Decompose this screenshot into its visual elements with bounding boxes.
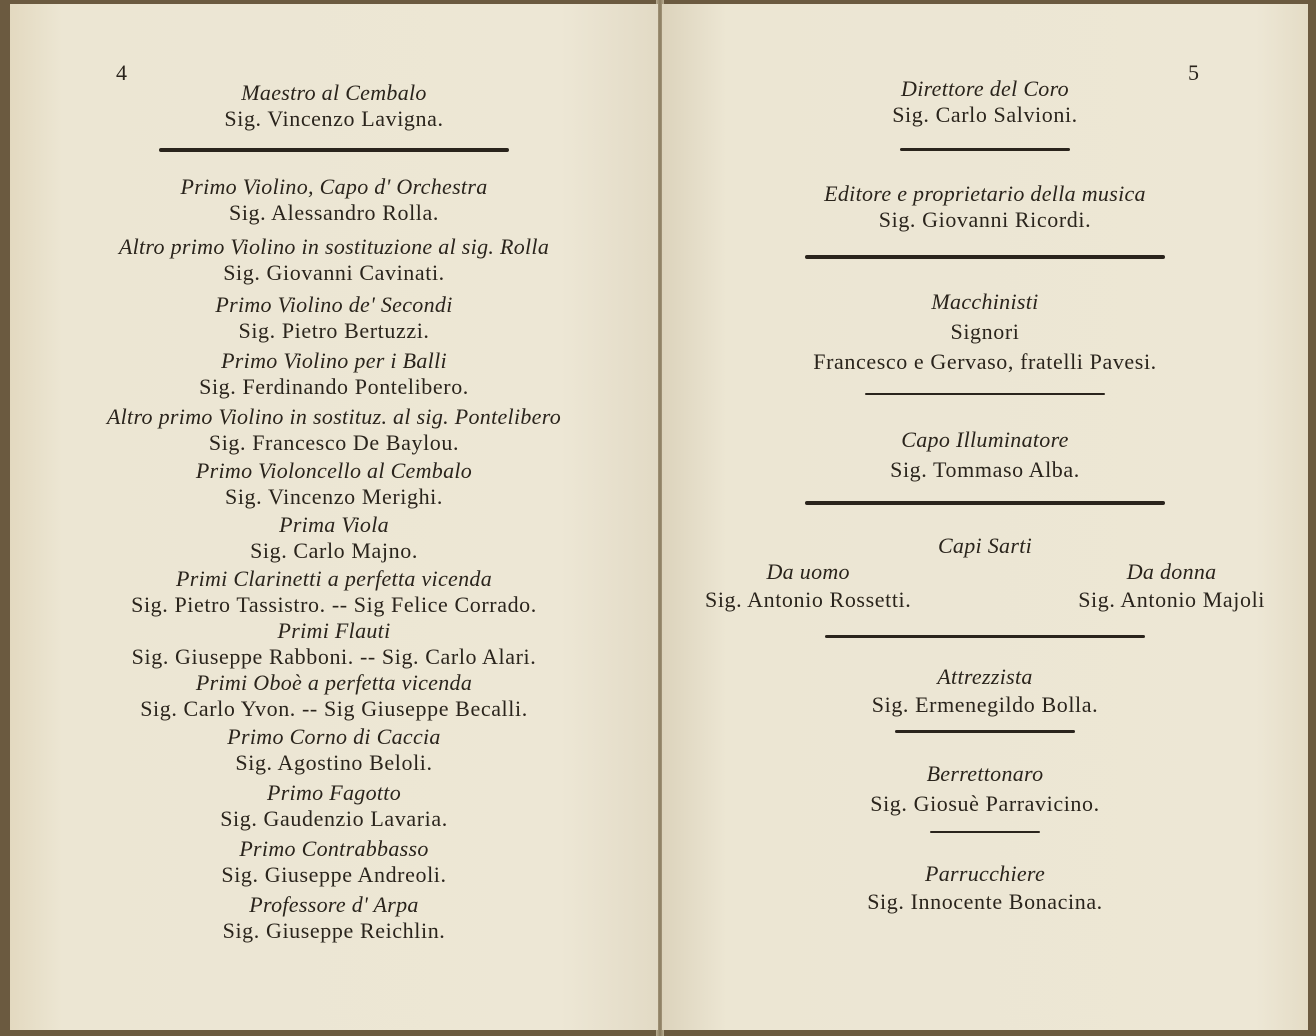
role-label: Altro primo Violino in sostituz. al sig. Pontelibero [106, 404, 562, 429]
person-name: Signori [950, 319, 1020, 344]
person-name: Sig. Carlo Salvioni. [892, 102, 1078, 127]
page-number-left: 4 [116, 60, 127, 85]
entry-illuminatore [662, 427, 1308, 483]
entry-violino-secondi [10, 292, 658, 344]
person-name: Sig. Innocente Bonacina. [867, 889, 1103, 914]
person-name: Sig. Giuseppe Rabboni. -- Sig. Carlo Alari. [131, 644, 537, 669]
entry-berrettonaro [662, 761, 1308, 817]
person-name: Sig. Tommaso Alba. [890, 457, 1080, 482]
entry-macchinisti [662, 289, 1308, 375]
entry-capi-sarti [662, 533, 1308, 613]
entry-contrabbasso [10, 836, 658, 888]
person-name: Francesco e Gervaso, fratelli Pavesi. [813, 349, 1157, 374]
sarti-columns [705, 559, 1265, 613]
role-label: Primi Clarinetti a perfetta vicenda [175, 566, 492, 591]
entry-violoncello [10, 458, 658, 510]
entry-altro-primo-violino [10, 234, 658, 286]
left-page-content [10, 80, 658, 944]
person-name: Sig. Giuseppe Reichlin. [222, 918, 446, 943]
role-label: Parrucchiere [924, 861, 1046, 886]
person-name: Sig. Vincenzo Lavigna. [224, 106, 444, 131]
role-label: Primo Corno di Caccia [227, 724, 441, 749]
person-name: Sig. Giovanni Ricordi. [878, 207, 1092, 232]
person-name: Sig. Carlo Majno. [250, 538, 418, 563]
page-number-right: 5 [1188, 60, 1199, 85]
person-name: Sig. Antonio Rossetti. [705, 587, 912, 612]
entry-direttore-coro [662, 76, 1308, 128]
role-label: Da donna [1126, 559, 1217, 584]
sarti-uomo [705, 559, 911, 613]
role-label: Macchinisti [931, 289, 1039, 314]
entry-maestro-cembalo [10, 80, 658, 132]
entry-primo-violino [10, 174, 658, 226]
role-label: Direttore del Coro [901, 76, 1069, 101]
role-label: Berrettonaro [926, 761, 1044, 786]
role-label: Capo Illuminatore [901, 427, 1069, 452]
person-name: Sig. Giuseppe Andreoli. [221, 862, 447, 887]
entry-altro-violino-pontelibero [10, 404, 658, 456]
role-label: Altro primo Violino in sostituzione al sig. Rolla [118, 234, 550, 259]
entry-viola [10, 512, 658, 564]
entry-corno [10, 724, 658, 776]
role-label: Da uomo [766, 559, 850, 584]
role-label: Primo Violino, Capo d' Orchestra [180, 174, 488, 199]
role-label: Primo Violino de' Secondi [215, 292, 453, 317]
role-label: Editore e proprietario della musica [824, 181, 1146, 206]
left-page [10, 4, 658, 1030]
person-name: Sig. Gaudenzio Lavaria. [220, 806, 448, 831]
entry-parrucchiere [662, 861, 1308, 915]
person-name: Sig. Pietro Tassistro. -- Sig Felice Corrado. [131, 592, 537, 617]
person-name: Sig. Giosuè Parravicino. [870, 791, 1100, 816]
person-name: Sig. Pietro Bertuzzi. [238, 318, 430, 343]
right-page-content [662, 76, 1308, 915]
sarti-donna [1078, 559, 1265, 613]
role-label: Prima Viola [279, 512, 389, 537]
role-label: Capi Sarti [937, 533, 1033, 558]
person-name: Sig. Carlo Yvon. -- Sig Giuseppe Becalli. [140, 696, 528, 721]
person-name: Sig. Vincenzo Merighi. [225, 484, 443, 509]
entry-flauti [10, 618, 658, 670]
person-name: Sig. Giovanni Cavinati. [223, 260, 445, 285]
person-name: Sig. Ermenegildo Bolla. [871, 692, 1099, 717]
person-name: Sig. Francesco De Baylou. [208, 430, 460, 455]
entry-attrezzista [662, 664, 1308, 718]
person-name: Sig. Antonio Majoli [1078, 587, 1265, 612]
entry-fagotto [10, 780, 658, 832]
person-name: Sig. Alessandro Rolla. [229, 200, 439, 225]
entry-arpa [10, 892, 658, 944]
entry-editore [662, 181, 1308, 233]
entry-clarinetti [10, 566, 658, 618]
role-label: Primo Violoncello al Cembalo [195, 458, 473, 483]
role-label: Maestro al Cembalo [241, 80, 427, 105]
role-label: Attrezzista [937, 664, 1033, 689]
role-label: Primo Violino per i Balli [221, 348, 447, 373]
role-label: Primi Flauti [277, 618, 391, 643]
entry-violino-balli [10, 348, 658, 400]
person-name: Sig. Agostino Beloli. [235, 750, 433, 775]
role-label: Professore d' Arpa [249, 892, 419, 917]
role-label: Primo Fagotto [266, 780, 402, 805]
person-name: Sig. Ferdinando Pontelibero. [199, 374, 469, 399]
entry-oboe [10, 670, 658, 722]
role-label: Primi Oboè a perfetta vicenda [195, 670, 473, 695]
role-label: Primo Contrabbasso [239, 836, 429, 861]
right-page [662, 4, 1308, 1030]
